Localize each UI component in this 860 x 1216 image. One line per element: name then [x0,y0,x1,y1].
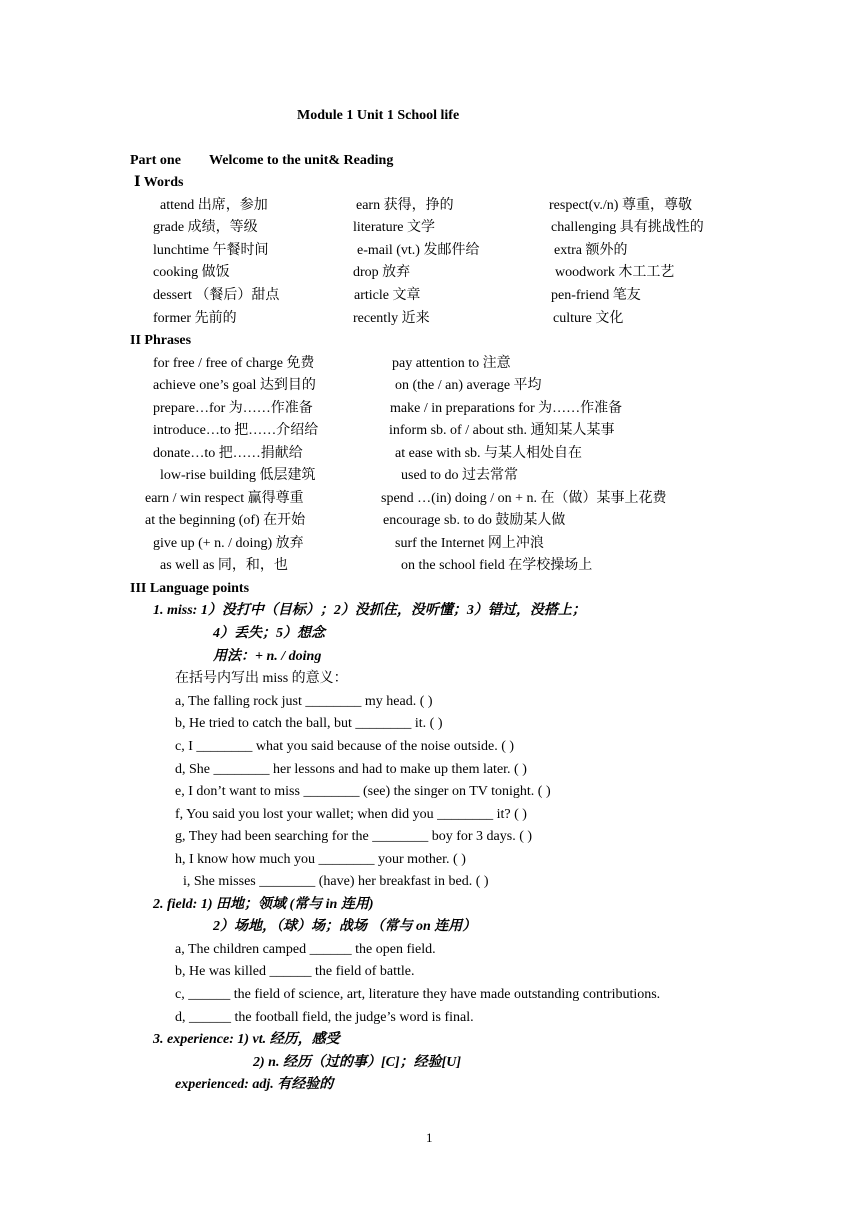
phrase-item: achieve one’s goal 达到目的 [153,378,316,393]
point-miss-usage: 用法：+ n. / doing [213,649,322,664]
point-field-heading: 2. field: 1) 田地；领域 (常与 in 连用) [153,897,374,912]
exercise-item: c, I ________ what you said because of the noise outside. ( ) [175,739,515,754]
word-item: earn 获得，挣的 [356,198,454,213]
phrase-item: donate…to 把……捐献给 [153,446,303,461]
word-item: woodwork 木工工艺 [555,265,675,280]
word-item: extra 额外的 [554,243,628,258]
phrase-item: inform sb. of / about sth. 通知某人某事 [389,423,615,438]
phrase-item: at the beginning (of) 在开始 [145,513,306,528]
exercise-item: d, She ________ her lessons and had to make up them later. ( ) [175,762,527,777]
exercise-item: c, ______ the field of science, art, literature they have made outstanding contributions. [175,987,661,1002]
phrase-item: on the school field 在学校操场上 [401,558,593,573]
page-number: 1 [426,1130,433,1145]
exercise-item: f, You said you lost your wallet; when did you ________ it? ( ) [175,807,527,822]
point-experienced-adj: experienced: adj. 有经验的 [175,1077,334,1092]
word-item: attend 出席，参加 [160,198,268,213]
exercise-item: d, ______ the football field, the judge’s word is final. [175,1010,474,1025]
phrase-item: prepare…for 为……作准备 [153,401,313,416]
exercise-item: a, The children camped ______ the open field. [175,942,436,957]
phrase-item: on (the / an) average 平均 [395,378,542,393]
phrase-item: earn / win respect 赢得尊重 [145,491,304,506]
phrase-item: make / in preparations for 为……作准备 [390,401,623,416]
word-item: grade 成绩，等级 [153,220,258,235]
point-experience-noun: 2) n. 经历（过的事）[C]；经验[U] [253,1055,462,1070]
exercise-item: b, He tried to catch the ball, but ________ it. ( ) [175,716,443,731]
word-item: article 文章 [354,288,421,303]
phrase-item: at ease with sb. 与某人相处自在 [395,446,583,461]
phrases-heading: II Phrases [130,333,192,348]
point-miss-meanings: 4）丢失；5）想念 [213,626,325,641]
word-item: recently 近来 [353,311,430,326]
word-item: drop 放弃 [353,265,411,280]
point-field-meanings: 2）场地，（球）场；战场 （常与 on 连用） [213,919,477,934]
exercise-instruction: 在括号内写出 miss 的意义： [175,671,348,686]
words-heading: Ⅰ Words [134,175,184,190]
phrase-item: spend …(in) doing / on + n. 在（做）某事上花费 [381,491,667,506]
page-title: Module 1 Unit 1 School life [297,108,460,123]
phrase-item: used to do 过去常常 [401,468,519,483]
word-item: cooking 做饭 [153,265,230,280]
word-item: challenging 具有挑战性的 [551,220,704,235]
phrase-item: introduce…to 把……介绍给 [153,423,319,438]
exercise-item: e, I don’t want to miss ________ (see) the singer on TV tonight. ( ) [175,784,551,799]
phrase-item: give up (+ n. / doing) 放弃 [153,536,304,551]
part-one-heading: Welcome to the unit& Reading [209,153,394,168]
phrase-item: low-rise building 低层建筑 [160,468,316,483]
exercise-item: h, I know how much you ________ your mother. ( ) [175,852,466,867]
point-miss-heading: 1. miss: 1）没打中（目标）；2）没抓住，没听懂；3）错过，没搭上； [153,603,586,618]
part-one-label: Part one [130,153,181,168]
word-item: literature 文学 [353,220,436,235]
phrase-item: encourage sb. to do 鼓励某人做 [383,513,566,528]
exercise-item: a, The falling rock just ________ my head. ( ) [175,694,433,709]
phrase-item: as well as 同，和，也 [160,558,288,573]
word-item: e-mail (vt.) 发邮件给 [357,243,480,258]
phrase-item: pay attention to 注意 [392,356,511,371]
exercise-item: g, They had been searching for the ________ boy for 3 days. ( ) [175,829,533,844]
word-item: culture 文化 [553,311,624,326]
word-item: pen-friend 笔友 [551,288,641,303]
language-points-heading: III Language points [130,581,250,596]
word-item: former 先前的 [153,311,237,326]
phrase-item: for free / free of charge 免费 [153,356,315,371]
exercise-item: i, She misses ________ (have) her breakfast in bed. ( ) [183,874,489,889]
word-item: respect(v./n) 尊重，尊敬 [549,198,692,213]
word-item: dessert （餐后）甜点 [153,288,280,303]
word-item: lunchtime 午餐时间 [153,243,269,258]
exercise-item: b, He was killed ______ the field of battle. [175,964,415,979]
point-experience-heading: 3. experience: 1) vt. 经历，感受 [153,1032,340,1047]
phrase-item: surf the Internet 网上冲浪 [395,536,544,551]
